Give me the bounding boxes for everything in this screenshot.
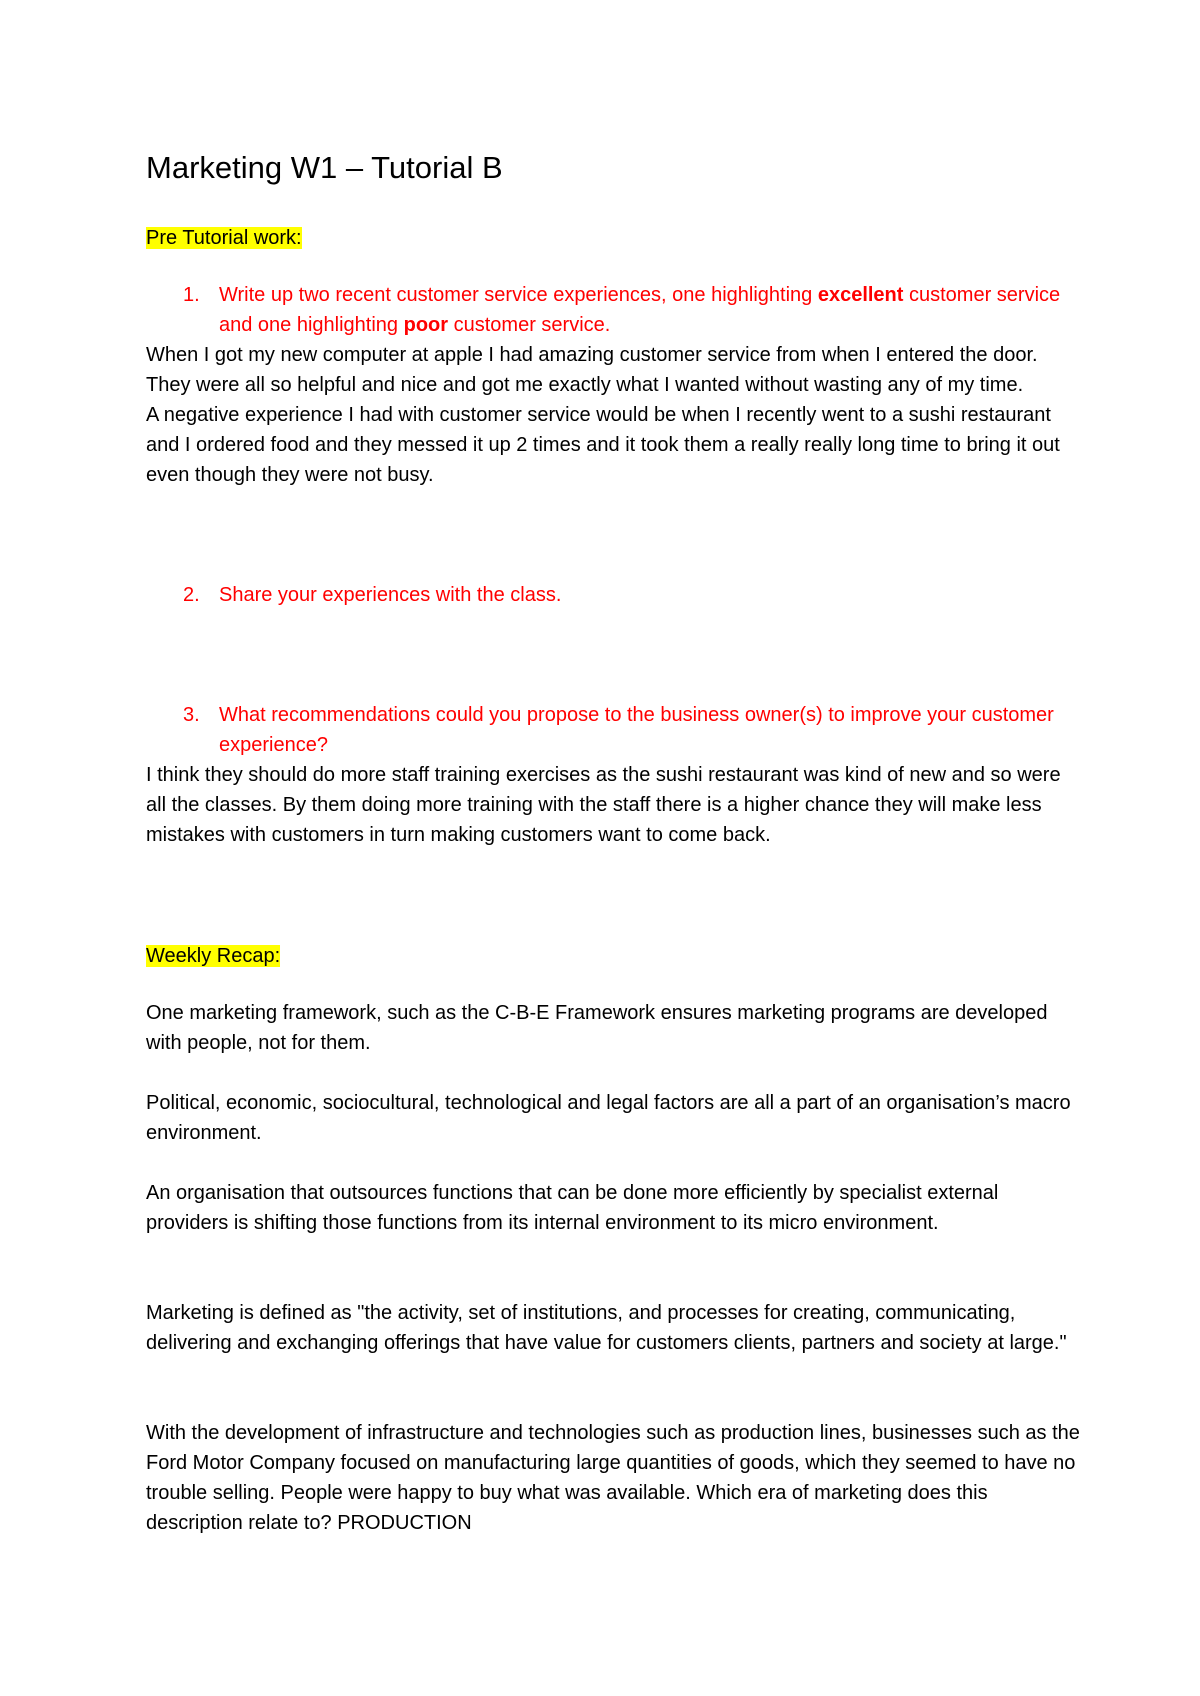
recap-item-2 [146, 1088, 1086, 1148]
recap-paragraph: Marketing is defined as "the activity, set of institutions, and processes for creating, communicating, delivering and exchanging offerings that have value for customers clients, partners and society at large." [146, 1302, 1067, 1354]
question-3 [146, 700, 1086, 760]
question-2 [146, 580, 1086, 610]
question-1-bold-poor: poor [403, 314, 449, 336]
recap-paragraph: An organisation that outsources functions that can be done more efficiently by specialist external providers is shifting those functions from its internal environment to its micro environment. [146, 1182, 999, 1234]
recap-item-1 [146, 998, 1086, 1058]
answer-1 [146, 340, 1086, 490]
question-1-number: 1. [183, 284, 200, 306]
recap-item-5 [146, 1418, 1086, 1538]
recap-item-3 [146, 1178, 1086, 1238]
answer-1-paragraph-1: When I got my new computer at apple I had amazing customer service from when I entered the door. They were all so helpful and nice and got me exactly what I wanted without wasting any of my time. [146, 344, 1038, 396]
answer-3 [146, 760, 1086, 850]
question-3-number: 3. [183, 704, 200, 726]
recap-paragraph: Political, economic, sociocultural, technological and legal factors are all a part of an organisation’s macro environment. [146, 1092, 1071, 1144]
question-2-number: 2. [183, 584, 200, 606]
document-title: Marketing W1 – Tutorial B [146, 150, 503, 185]
question-1-bold-excellent: excellent [817, 284, 904, 306]
question-1-text [219, 280, 1086, 340]
question-1-text-a: Write up two recent customer service experiences, one highlighting [219, 284, 818, 306]
answer-3-paragraph: I think they should do more staff training exercises as the sushi restaurant was kind of new and so were all the classes. By them doing more training with the staff there is a higher chance they will make less mistakes with customers in turn making customers want to come back. [146, 764, 1061, 846]
recap-item-4 [146, 1298, 1086, 1358]
weekly-recap-label-text: Weekly Recap: [146, 945, 281, 967]
question-2-text: Share your experiences with the class. [219, 584, 562, 606]
question-1-text-b: customer service and one highlighting [219, 284, 1061, 336]
pre-tutorial-label [146, 224, 302, 252]
question-1 [146, 280, 1086, 340]
answer-1-paragraph-2: A negative experience I had with customer service would be when I recently went to a sushi restaurant and I ordered food and they messed it up 2 times and it took them a really really long time to bring it out even though they were not busy. [146, 404, 1060, 486]
recap-paragraph: One marketing framework, such as the C-B-E Framework ensures marketing programs are developed with people, not for them. [146, 1002, 1048, 1054]
question-3-text: What recommendations could you propose to the business owner(s) to improve your customer experience? [219, 704, 1054, 756]
pre-tutorial-label-text: Pre Tutorial work: [146, 227, 302, 249]
weekly-recap-label [146, 942, 280, 970]
question-1-text-c: customer service. [448, 314, 611, 336]
recap-paragraph: With the development of infrastructure and technologies such as production lines, businesses such as the Ford Motor Company focused on manufacturing large quantities of goods, which they seemed to have no trouble selling. People were happy to buy what was available. Which era of marketing does this description relate to? PRODUCTION [146, 1422, 1080, 1534]
